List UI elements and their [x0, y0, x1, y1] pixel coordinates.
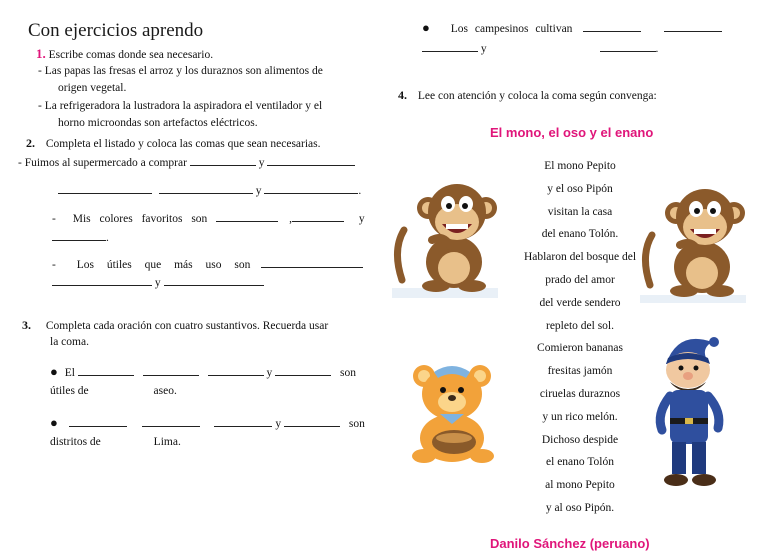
poem-line: del verde sendero — [539, 296, 621, 309]
item-dash: - — [52, 259, 56, 271]
poem-line: prado del amor — [545, 274, 615, 286]
conjunction: y — [255, 185, 262, 197]
poem-line: ciruelas duraznos — [539, 388, 621, 400]
answer-blank[interactable] — [159, 184, 253, 194]
answer-blank[interactable] — [143, 366, 199, 376]
answer-blank[interactable] — [208, 366, 264, 376]
exercise-2-item-2 — [52, 212, 365, 225]
answer-blank[interactable] — [78, 366, 134, 376]
answer-blank[interactable] — [164, 276, 264, 286]
monkey-illustration-right — [640, 175, 748, 303]
exercise-4-instruction: Lee con atención y coloca la coma según convenga: — [417, 90, 657, 102]
conjunction: y — [358, 213, 365, 225]
exercise-2-item-3-cont — [52, 276, 264, 289]
answer-blank[interactable] — [292, 212, 344, 222]
period: . — [358, 185, 362, 197]
item-text: son — [348, 418, 365, 430]
exercise-3-instruction: Completa cada oración con cuatro sustantivos. Recuerda usar — [45, 320, 329, 332]
exercise-1-item-2-cont: horno microondas son artefactos eléctricos. — [58, 117, 258, 129]
exercise-2-item-2-cont — [52, 231, 109, 244]
exercise-4-number: 4. — [398, 88, 407, 102]
item-text: Los útiles que más uso son — [76, 259, 251, 271]
exercise-1-number: 1. — [36, 46, 46, 61]
item-text: El — [64, 367, 75, 379]
poem-line: y al oso Pipón. — [545, 502, 615, 514]
bullet: ● — [422, 20, 430, 35]
exercise-3-sentence-1 — [50, 364, 356, 380]
exercise-2-number: 2. — [26, 136, 35, 150]
answer-blank[interactable] — [52, 276, 152, 286]
answer-blank[interactable] — [214, 417, 272, 427]
answer-blank[interactable] — [600, 42, 656, 52]
answer-blank[interactable] — [664, 22, 722, 32]
exercise-1-heading — [36, 46, 213, 62]
comma: , — [289, 213, 292, 225]
answer-blank[interactable] — [422, 42, 478, 52]
poem-line: el enano Tolón — [546, 456, 614, 469]
item-text: son — [339, 367, 356, 379]
bear-illustration — [406, 358, 498, 466]
poem-line: y el oso Pipón — [547, 182, 613, 195]
exercise-3-sentence-3-cont — [422, 42, 658, 55]
poem-line: repleto del sol. — [545, 319, 615, 332]
answer-blank[interactable] — [69, 417, 127, 427]
poem-line: Hablaron del bosque del — [523, 251, 637, 264]
answer-blank[interactable] — [190, 156, 256, 166]
answer-blank[interactable] — [142, 417, 200, 427]
answer-blank[interactable] — [216, 212, 278, 222]
poem-line: y un rico melón. — [542, 410, 618, 423]
exercise-4-heading — [398, 88, 657, 103]
dwarf-illustration — [648, 334, 732, 492]
item-text: La refrigeradora la lustradora la aspiradora el ventilador y el — [44, 100, 323, 112]
exercise-3-sentence-2-cont — [50, 436, 181, 448]
conjunction: y — [275, 418, 282, 430]
exercise-1-item-1-cont: origen vegetal. — [58, 82, 127, 94]
exercise-2-item-3 — [52, 258, 363, 271]
page-title: Con ejercicios aprendo — [28, 20, 204, 41]
poem-line: del enano Tolón. — [541, 228, 619, 241]
answer-blank[interactable] — [58, 184, 152, 194]
answer-blank[interactable] — [275, 366, 331, 376]
exercise-1-item-2 — [38, 100, 322, 112]
exercise-2-heading — [26, 136, 321, 151]
answer-blank[interactable] — [267, 156, 355, 166]
answer-blank[interactable] — [261, 258, 363, 268]
monkey-illustration-left — [392, 170, 500, 298]
item-text: distritos de — [50, 436, 101, 448]
item-text: Las papas las fresas el arroz y los duraznos son alimentos de — [44, 65, 323, 77]
poem-author: Danilo Sánchez (peruano) — [490, 536, 650, 551]
poem-line: al mono Pepito — [545, 479, 615, 492]
item-text: Mis colores favoritos son — [72, 213, 208, 225]
item-dash: - — [38, 65, 42, 77]
poem-line: visitan la casa — [547, 205, 613, 218]
period: . — [106, 232, 109, 244]
exercise-3-number: 3. — [22, 318, 31, 332]
poem-line: El mono Pepito — [544, 160, 616, 172]
conjunction: y — [480, 43, 487, 55]
bullet: ● — [50, 364, 58, 379]
exercise-3-sentence-2 — [50, 415, 365, 431]
exercise-3-sentence-3 — [422, 20, 722, 36]
exercise-2-item-1-cont — [58, 184, 361, 197]
exercise-2-item-1 — [18, 156, 355, 169]
exercise-1-item-1 — [38, 65, 323, 77]
poem-line: Comieron bananas — [537, 342, 623, 355]
conjunction: y — [266, 367, 273, 379]
exercise-3-instruction-cont: la coma. — [50, 336, 89, 348]
answer-blank[interactable] — [284, 417, 340, 427]
answer-blank[interactable] — [52, 231, 106, 241]
period: . — [655, 43, 659, 55]
conjunction: y — [154, 277, 161, 289]
item-dash: - — [38, 100, 42, 112]
item-text: - Fuimos al supermercado a comprar — [18, 157, 187, 169]
poem-line: fresitas jamón — [547, 365, 613, 378]
exercise-2-instruction: Completa el listado y coloca las comas que sean necesarias. — [45, 138, 321, 150]
item-text: aseo. — [153, 385, 177, 397]
bullet: ● — [50, 415, 58, 430]
exercise-3-heading — [22, 318, 328, 333]
poem-line: Dichoso despide — [541, 433, 619, 446]
exercise-1-instruction: Escribe comas donde sea necesario. — [48, 49, 214, 61]
item-text: útiles de — [50, 385, 89, 397]
exercise-3-sentence-1-cont — [50, 385, 177, 397]
item-text: Lima. — [153, 436, 181, 448]
poem-title: El mono, el oso y el enano — [490, 125, 654, 140]
answer-blank[interactable] — [583, 22, 641, 32]
answer-blank[interactable] — [264, 184, 358, 194]
item-text: Los campesinos cultivan — [450, 23, 573, 35]
conjunction: y — [258, 157, 265, 169]
item-dash: - — [52, 213, 56, 225]
